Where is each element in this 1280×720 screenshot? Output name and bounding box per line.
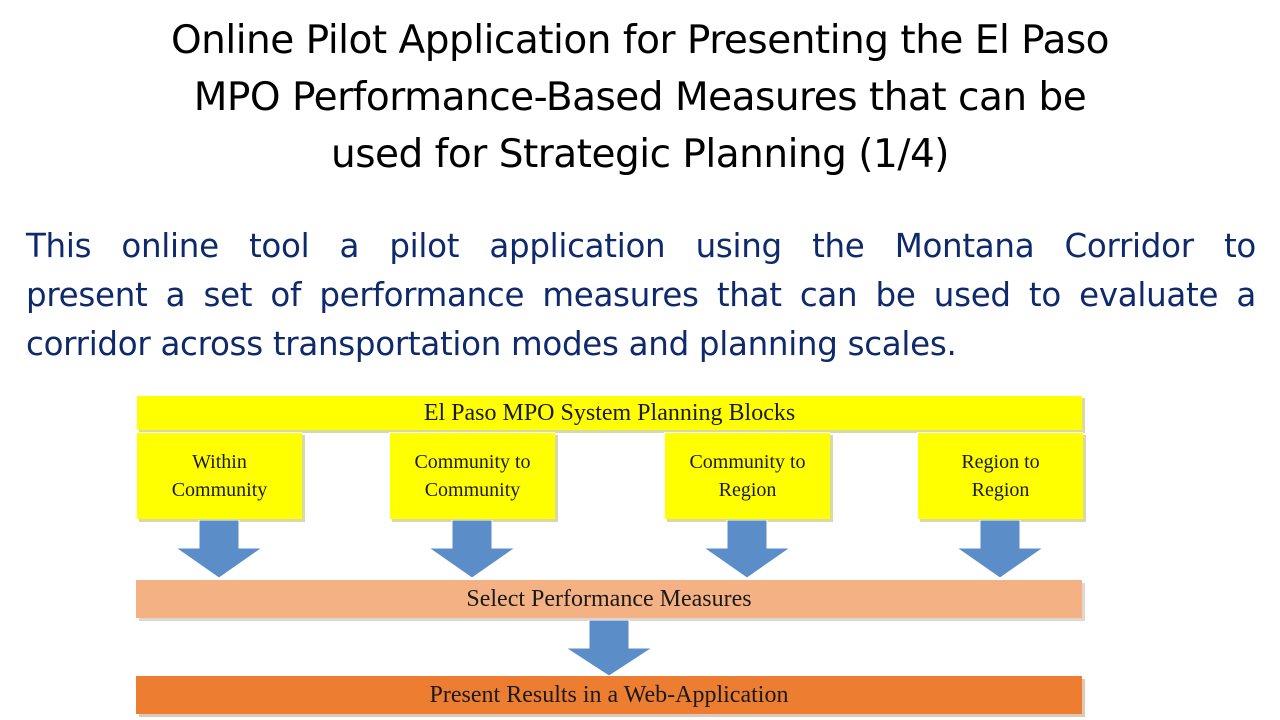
block-3-line-1: Community to [689,451,806,473]
slide-title [70,12,1210,183]
down-arrow-icon [704,520,790,578]
select-performance-measures-box: Select Performance Measures [136,580,1082,618]
block-4-line-1: Region to [961,451,1040,473]
block-4-line-2: Region [971,479,1030,501]
block-1-line-1: Within [192,451,247,473]
block-2-line-1: Community to [414,451,531,473]
body-line-2: present a set of performance measures that can be used to evaluate a [26,276,1256,314]
block-community-to-community [389,432,555,519]
block-within-community [136,432,302,519]
title-line-1: Online Pilot Application for Presenting the El Paso [170,18,1110,63]
body-line-1: This online tool a pilot application using the Montana Corridor to [26,227,1256,265]
block-community-to-region [664,432,830,519]
down-arrow-icon [176,520,262,578]
down-arrow-icon [957,520,1043,578]
down-arrow-icon [566,620,652,678]
title-line-3: used for Strategic Planning (1/4) [331,132,949,177]
planning-blocks-header: El Paso MPO System Planning Blocks [136,395,1082,430]
block-region-to-region [917,432,1083,519]
present-results-box: Present Results in a Web-Application [136,676,1082,714]
block-2-line-2: Community [424,479,521,501]
title-line-2: MPO Performance-Based Measures that can be [193,75,1087,120]
block-1-line-2: Community [171,479,268,501]
body-line-3: corridor across transportation modes and planning scales. [26,325,957,363]
block-3-line-2: Region [718,479,777,501]
down-arrow-icon [429,520,515,578]
slide-body-text [26,222,1256,369]
